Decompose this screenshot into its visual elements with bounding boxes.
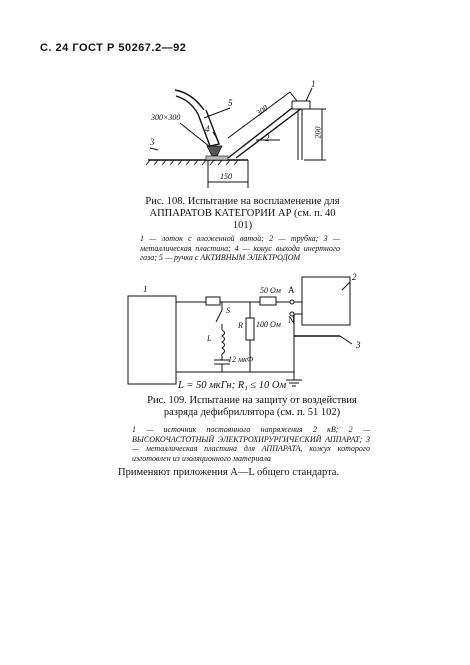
figure-109-caption: Рис. 109. Испытание на защиту от воздействия разряда дефибриллятора (см. п. 51 102) (147, 395, 357, 418)
page-header: С. 24 ГОСТ Р 50267.2—92 (40, 42, 187, 54)
fig108-callout-5: 5 (228, 98, 233, 108)
fig108-dim-tray: 300×300 (151, 113, 181, 122)
fig109-label-cap-value: 12 мкФ (228, 355, 254, 364)
fig109-label-r: R (238, 321, 243, 330)
fig109-label-a: A (288, 285, 295, 295)
figure-109-legend: 1 — источник постоянного напряжения 2 кВ; 2 — ВЫСОКОЧАСТОТНЫЙ ЭЛЕКТРОХИРУРГИЧЕСКИЙ АППАРАТ; 3 — металлическая пластина для АППАРАТА, кожух которого изготовлен из изоляционного материала (132, 425, 370, 463)
fig109-callout-1: 1 (143, 284, 148, 294)
fig109-label-s: S (226, 306, 230, 315)
fig108-dim-base: 150 (220, 172, 232, 181)
fig109-label-r-value: 100 Ом (256, 320, 281, 329)
closing-text: Применяют приложения А—L общего стандарта. (118, 467, 340, 478)
fig108-callout-1: 1 (311, 79, 316, 89)
fig109-formula: L = 50 мкГн; R₁ ≤ 10 Ом (178, 380, 287, 391)
fig108-callout-3: 3 (150, 137, 155, 147)
fig109-callout-2: 2 (352, 272, 357, 282)
figure-108-caption: Рис. 108. Испытание на воспламенение для АППАРАТОВ КАТЕГОРИИ АР (см. п. 40 101) (145, 196, 340, 231)
figure-108-legend: 1 — лоток с вложенной ватой; 2 — трубка; 3 — металлическая пластина; 4 — конус выхода инертного газа; 5 — ручка с АКТИВНЫМ ЭЛЕКТРОДОМ (140, 234, 340, 262)
fig109-callout-3: 3 (356, 340, 361, 350)
fig108-dim-tube: 300 (254, 103, 270, 118)
fig109-label-l: L (207, 334, 212, 343)
fig108-callout-4: 4 (205, 124, 210, 134)
fig108-callout-2: 2 (265, 133, 270, 143)
fig109-label-n: N (288, 315, 295, 325)
fig108-dim-height: 200 (313, 126, 323, 139)
fig109-label-r-top: 50 Ом (260, 286, 281, 295)
